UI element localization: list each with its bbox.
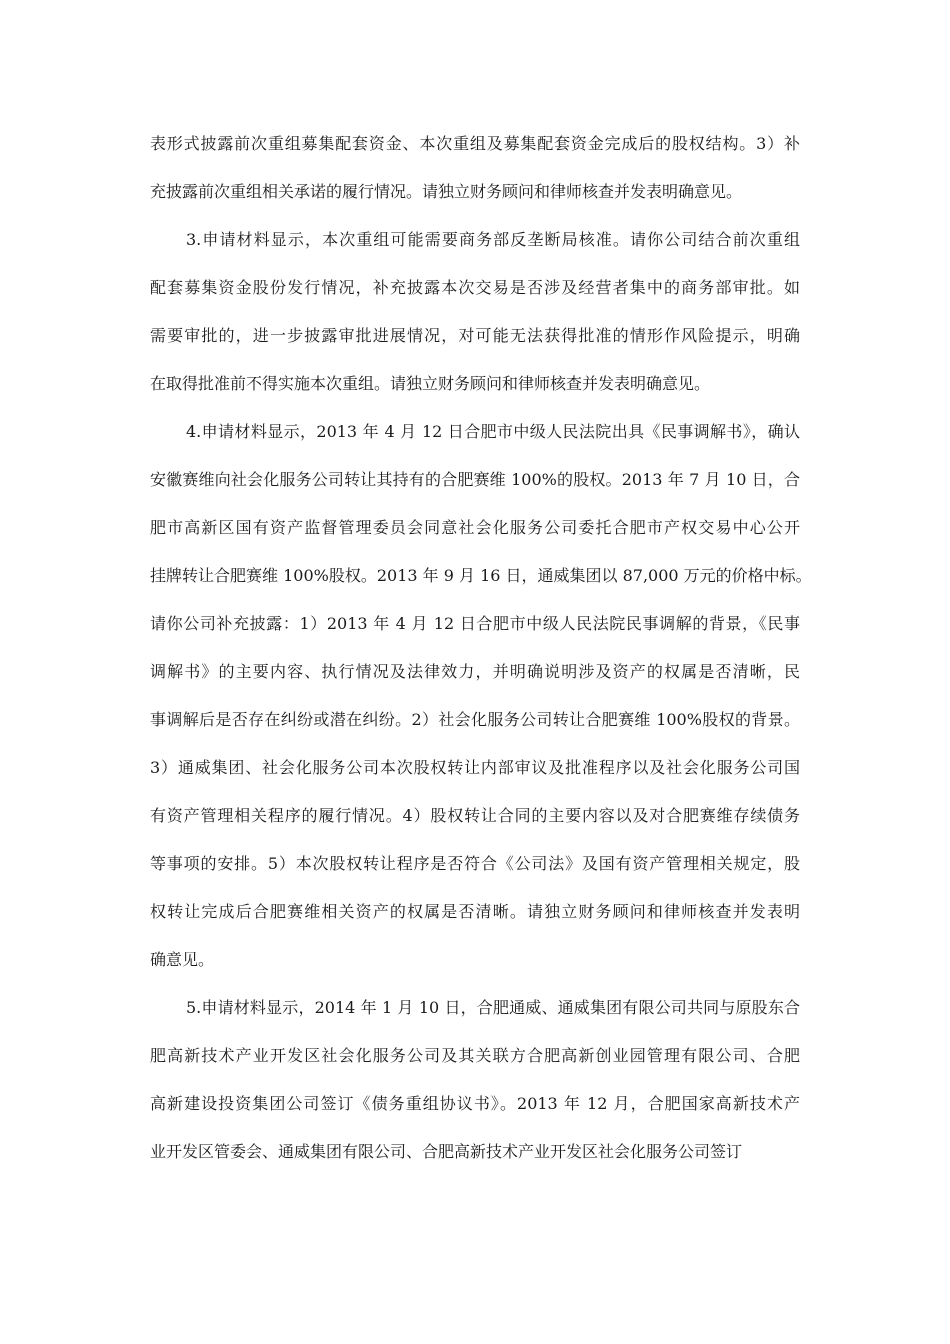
text-line: 请你公司补充披露：1）2013 年 4 月 12 日合肥市中级人民法院民事调解的背景，《民事 xyxy=(150,614,800,633)
text-line: 权转让完成后合肥赛维相关资产的权属是否清晰。请独立财务顾问和律师核查并发表明 xyxy=(150,902,800,921)
text-line: 表形式披露前次重组募集配套资金、本次重组及募集配套资金完成后的股权结构。3）补 xyxy=(150,134,800,153)
text-line: 4.申请材料显示，2013 年 4 月 12 日合肥市中级人民法院出具《民事调解书》，确认 xyxy=(186,422,800,441)
text-line: 3）通威集团、社会化服务公司本次股权转让内部审议及批准程序以及社会化服务公司国 xyxy=(150,758,800,777)
text-line: 调解书》的主要内容、执行情况及法律效力，并明确说明涉及资产的权属是否清晰，民 xyxy=(150,662,800,681)
text-line: 挂牌转让合肥赛维 100%股权。2013 年 9 月 16 日，通威集团以 87,000 万元的价格中标。 xyxy=(150,566,812,585)
text-line: 高新建设投资集团公司签订《债务重组协议书》。2013 年 12 月，合肥国家高新技术产 xyxy=(150,1094,800,1113)
text-line: 配套募集资金股份发行情况，补充披露本次交易是否涉及经营者集中的商务部审批。如 xyxy=(150,278,800,297)
document-page xyxy=(150,120,812,1176)
text-line: 在取得批准前不得实施本次重组。请独立财务顾问和律师核查并发表明确意见。 xyxy=(150,374,711,393)
text-line: 安徽赛维向社会化服务公司转让其持有的合肥赛维 100%的股权。2013 年 7 月 10 日，合 xyxy=(150,470,800,489)
document-body xyxy=(150,120,812,1176)
text-line: 3.申请材料显示，本次重组可能需要商务部反垄断局核准。请你公司结合前次重组 xyxy=(186,230,800,249)
text-line: 事调解后是否存在纠纷或潜在纠纷。2）社会化服务公司转让合肥赛维 100%股权的背景。 xyxy=(150,710,800,729)
text-line: 充披露前次重组相关承诺的履行情况。请独立财务顾问和律师核查并发表明确意见。 xyxy=(150,182,743,201)
text-line: 5.申请材料显示，2014 年 1 月 10 日，合肥通威、通威集团有限公司共同与原股东合 xyxy=(186,998,800,1017)
text-line: 肥市高新区国有资产监督管理委员会同意社会化服务公司委托合肥市产权交易中心公开 xyxy=(150,518,800,537)
text-line: 等事项的安排。5）本次股权转让程序是否符合《公司法》及国有资产管理相关规定，股 xyxy=(150,854,800,873)
text-line: 确意见。 xyxy=(150,950,215,969)
text-line: 有资产管理相关程序的履行情况。4）股权转让合同的主要内容以及对合肥赛维存续债务 xyxy=(150,806,800,825)
text-line: 肥高新技术产业开发区社会化服务公司及其关联方合肥高新创业园管理有限公司、合肥 xyxy=(150,1046,800,1065)
text-line: 需要审批的，进一步披露审批进展情况，对可能无法获得批准的情形作风险提示，明确 xyxy=(150,326,800,345)
text-line: 业开发区管委会、通威集团有限公司、合肥高新技术产业开发区社会化服务公司签订 xyxy=(150,1142,743,1161)
